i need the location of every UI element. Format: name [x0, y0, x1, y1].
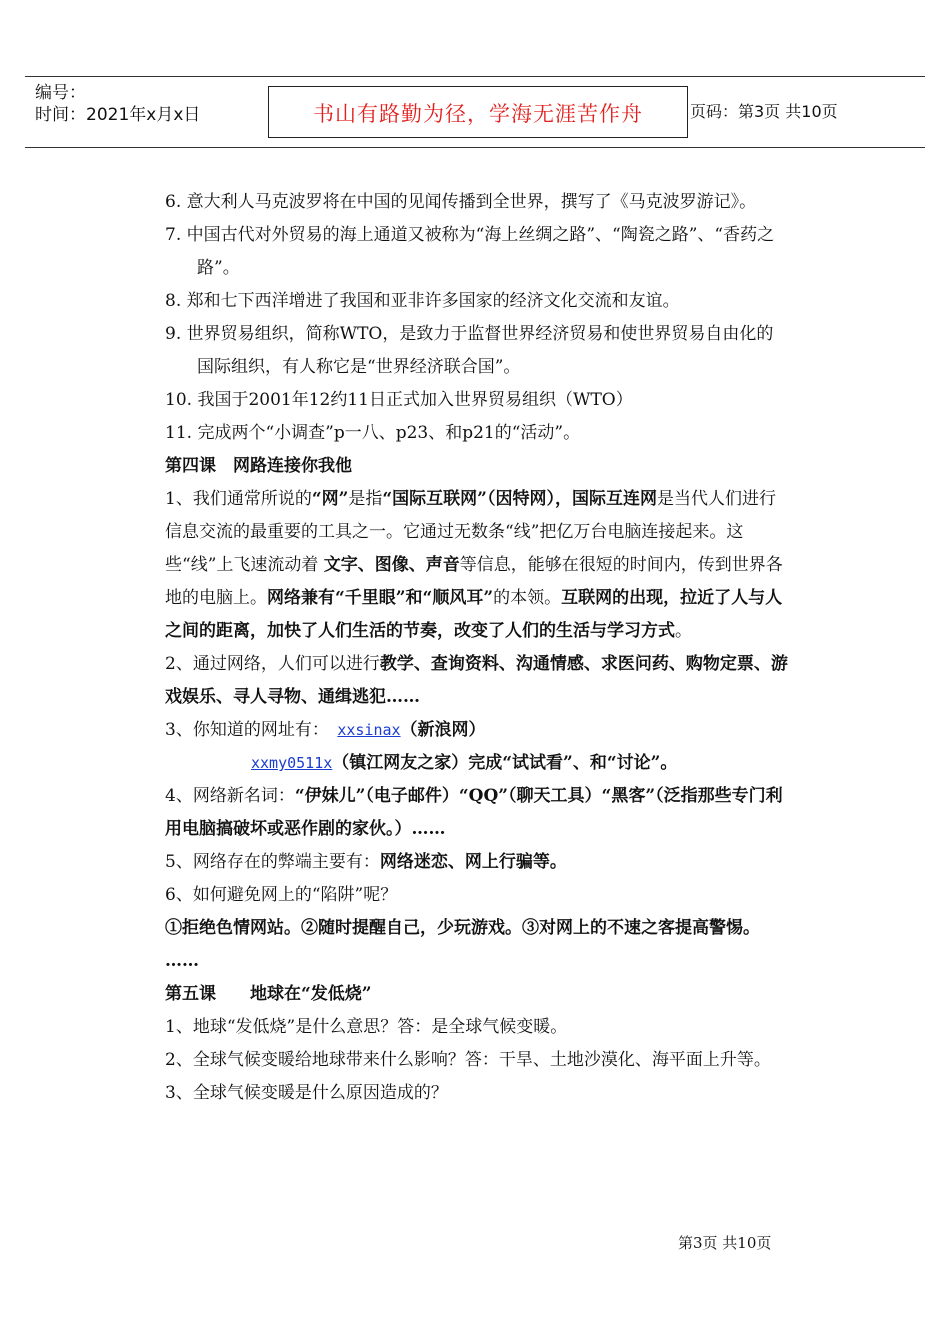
- lesson5-heading: 第五课 地球在“发低烧”: [165, 984, 372, 1004]
- lesson4-paragraph-4: [165, 780, 790, 846]
- lesson4-paragraph-6: 6、如何避免网上的“陷阱”呢？: [165, 885, 398, 905]
- motto-box: [268, 86, 688, 138]
- list-item: 8. 郑和七下西洋增进了我国和亚非许多国家的经济文化交流和友谊。: [165, 291, 680, 311]
- text-run: 4、网络新名词：: [165, 786, 295, 806]
- text-run-bold: 教学、查询资料、沟通情感、求医问药、购物定票、游戏娱乐、寻人寻物、通缉逃犯……: [165, 654, 788, 707]
- link-zhenjiang[interactable]: xxmy0511x: [251, 754, 333, 772]
- text-run-bold: ，: [554, 489, 572, 509]
- text-run: 1、我们通常所说的: [165, 489, 312, 509]
- text-run: 的本领。: [493, 588, 562, 608]
- text-run-bold: “伊妹儿”（电子邮件）“QQ”（聊天工具）“黑客”（泛指那些专门利用电脑搞破坏或恶作剧的家伙。）……: [165, 786, 783, 839]
- text-run: 。: [675, 621, 692, 641]
- text-run: 等信息，能够在很短的时间内，传到世界各地的电脑上。: [165, 555, 783, 608]
- text-run-bold: 国际互连网: [571, 489, 657, 509]
- list-item: 7. 中国古代对外贸易的海上通道又被称为“海上丝绸之路”、“陶瓷之路”、“香药之路”。: [165, 225, 775, 278]
- list-item: 10. 我国于2001年12约11日正式加入世界贸易组织（WTO）: [165, 390, 633, 410]
- text-run-bold: 文字、图像、声音: [323, 555, 460, 575]
- lesson4-paragraph-3b: [165, 747, 790, 780]
- page-info: 页码：第3页 共10页: [690, 102, 838, 121]
- text-run: 是指: [348, 489, 383, 509]
- text-run-bold: 网络兼有“千里眼”和“顺风耳”: [267, 588, 494, 608]
- lesson5-question-2: 2、全球气候变暖给地球带来什么影响？答：干旱、土地沙漠化、海平面上升等。: [165, 1050, 771, 1070]
- lesson4-paragraph-1: [165, 483, 790, 648]
- text-run-bold: “网”: [311, 489, 349, 509]
- text-run-bold: （新浪网）: [400, 720, 486, 740]
- lesson4-paragraph-2: [165, 648, 790, 714]
- lesson4-paragraph-5: [165, 846, 790, 879]
- list-item: 11. 完成两个“小调查”p一八、p23、和p21的“活动”。: [165, 423, 581, 443]
- text-run: 是当代人们进行信息交流的最重要的工具之一。它通过无数条“线”把亿万台电脑连接起来。这些“线”上飞速流动着: [165, 489, 776, 575]
- list-item: 6. 意大利人马克波罗将在中国的见闻传播到全世界，撰写了《马克波罗游记》。: [165, 192, 757, 212]
- list-item: 9. 世界贸易组织，简称WTO，是致力于监督世界经济贸易和使世界贸易自由化的国际组织，有人称它是“世界经济联合国”。: [165, 324, 774, 377]
- lesson4-paragraph-3: [165, 714, 790, 747]
- link-sina[interactable]: xxsinax: [337, 721, 401, 739]
- text-run-bold: “国际互联网”（因特网）: [382, 489, 555, 509]
- lesson4-paragraph-7: ①拒绝色情网站。②随时提醒自己，少玩游戏。③对网上的不速之客提高警惕。 ……: [165, 918, 760, 971]
- text-run-bold: （镇江网友之家）完成“试试看”、和“讨论”。: [332, 753, 678, 773]
- page-header: [25, 76, 925, 148]
- number-label: 编号：: [35, 83, 86, 103]
- header-left: [35, 82, 200, 126]
- lesson4-heading: 第四课 网路连接你我他: [165, 456, 352, 476]
- text-run-bold: 网络迷恋、网上行骗等。: [379, 852, 567, 872]
- text-run: 5、网络存在的弊端主要有：: [165, 852, 380, 872]
- page-footer: 第3页 共10页: [678, 1234, 772, 1252]
- lesson5-question-1: 1、地球“发低烧”是什么意思？答：是全球气候变暖。: [165, 1017, 568, 1037]
- time-label: 时间：2021年x月x日: [35, 105, 201, 125]
- lesson5-question-3: 3、全球气候变暖是什么原因造成的？: [165, 1083, 448, 1103]
- motto-text: 书山有路勤为径，学海无涯苦作舟: [313, 102, 643, 126]
- text-run: 3、你知道的网址有：: [165, 720, 338, 740]
- document-body: [165, 186, 790, 1110]
- text-run: 2、通过网络，人们可以进行: [165, 654, 380, 674]
- text-run-bold: 互联网的出现，拉近了人与人之间的距离，加快了人们生活的节奏，改变了人们的生活与学习方式: [165, 588, 783, 641]
